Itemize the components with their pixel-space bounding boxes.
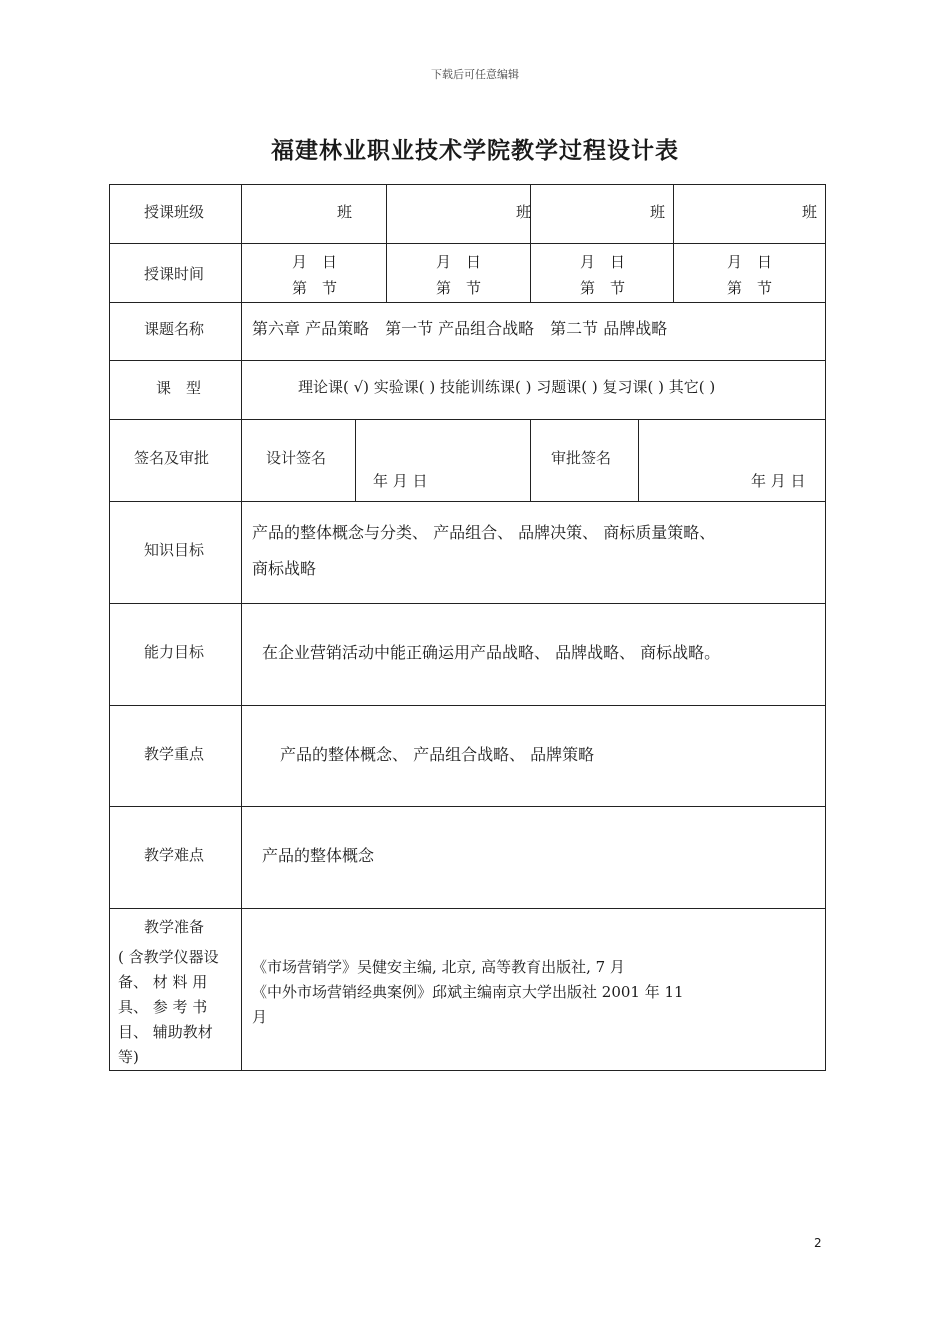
teaching-design-table (109, 184, 826, 1071)
knowledge-goal-line2: 商标战略 (252, 559, 317, 578)
approval-signature-date: 年 月 日 (751, 472, 806, 490)
knowledge-goal-label: 知识目标 (144, 541, 205, 559)
time-period-3: 第 节 (580, 279, 626, 297)
preparation-note-line: ( 含教学仪器设 (118, 948, 219, 966)
time-date-4: 月 日 (727, 253, 773, 271)
time-label: 授课时间 (144, 265, 205, 283)
header-watermark: 下载后可任意编辑 (431, 68, 519, 81)
column-divider (386, 185, 387, 302)
signature-label: 签名及审批 (134, 449, 210, 467)
preparation-reference-2: 《中外市场营销经典案例》邱斌主编南京大学出版社 2001 年 11 (252, 983, 684, 1001)
row-divider (110, 908, 825, 909)
approval-signature-label: 审批签名 (551, 449, 612, 467)
lesson-type-value: 理论课( √) 实验课( ) 技能训练课( ) 习题课( ) 复习课( ) 其它( ) (298, 378, 716, 396)
preparation-note-line: 等) (118, 1048, 139, 1066)
key-points-value: 产品的整体概念、 产品组合战略、 品牌策略 (280, 745, 595, 764)
difficulties-label: 教学难点 (144, 846, 205, 864)
preparation-label: 教学准备 (144, 918, 205, 936)
difficulties-value: 产品的整体概念 (262, 846, 375, 865)
key-points-label: 教学重点 (144, 745, 205, 763)
topic-value: 第六章 产品策略 第一节 产品组合战略 第二节 品牌战略 (252, 319, 668, 338)
page-title: 福建林业职业技术学院教学过程设计表 (271, 137, 679, 164)
class-cell-3: 班 (650, 203, 666, 221)
class-label: 授课班级 (144, 203, 205, 221)
row-divider (110, 501, 825, 502)
time-date-3: 月 日 (580, 253, 626, 271)
column-divider (530, 419, 531, 501)
class-cell-1: 班 (337, 203, 353, 221)
page-number: 2 (814, 1236, 822, 1250)
label-column-divider (241, 185, 242, 1070)
time-date-2: 月 日 (436, 253, 482, 271)
row-divider (110, 806, 825, 807)
time-date-1: 月 日 (292, 253, 338, 271)
preparation-reference-2-cont: 月 (252, 1008, 268, 1026)
ability-goal-label: 能力目标 (144, 643, 205, 661)
time-period-4: 第 节 (727, 279, 773, 297)
ability-goal-value: 在企业营销活动中能正确运用产品战略、 品牌战略、 商标战略。 (262, 643, 721, 662)
row-divider (110, 603, 825, 604)
class-cell-2: 班 (516, 203, 532, 221)
design-signature-date: 年 月 日 (373, 472, 428, 490)
row-divider (110, 302, 825, 303)
preparation-reference-1: 《市场营销学》吴健安主编, 北京, 高等教育出版社, 7 月 (252, 958, 625, 976)
time-period-2: 第 节 (436, 279, 482, 297)
column-divider (638, 419, 639, 501)
time-period-1: 第 节 (292, 279, 338, 297)
preparation-note-line: 目、 辅助教材 (118, 1023, 213, 1041)
preparation-note-line: 备、 材 料 用 (118, 973, 208, 991)
topic-label: 课题名称 (144, 320, 205, 338)
lesson-type-label: 课 型 (156, 379, 202, 397)
class-cell-4: 班 (802, 203, 818, 221)
knowledge-goal-line1: 产品的整体概念与分类、 产品组合、 品牌决策、 商标质量策略、 (252, 523, 716, 542)
column-divider (673, 185, 674, 302)
row-divider (110, 419, 825, 420)
column-divider (355, 419, 356, 501)
row-divider (110, 360, 825, 361)
row-divider (110, 705, 825, 706)
preparation-note-line: 具、 参 考 书 (118, 998, 208, 1016)
row-divider (110, 243, 825, 244)
design-signature-label: 设计签名 (266, 449, 327, 467)
